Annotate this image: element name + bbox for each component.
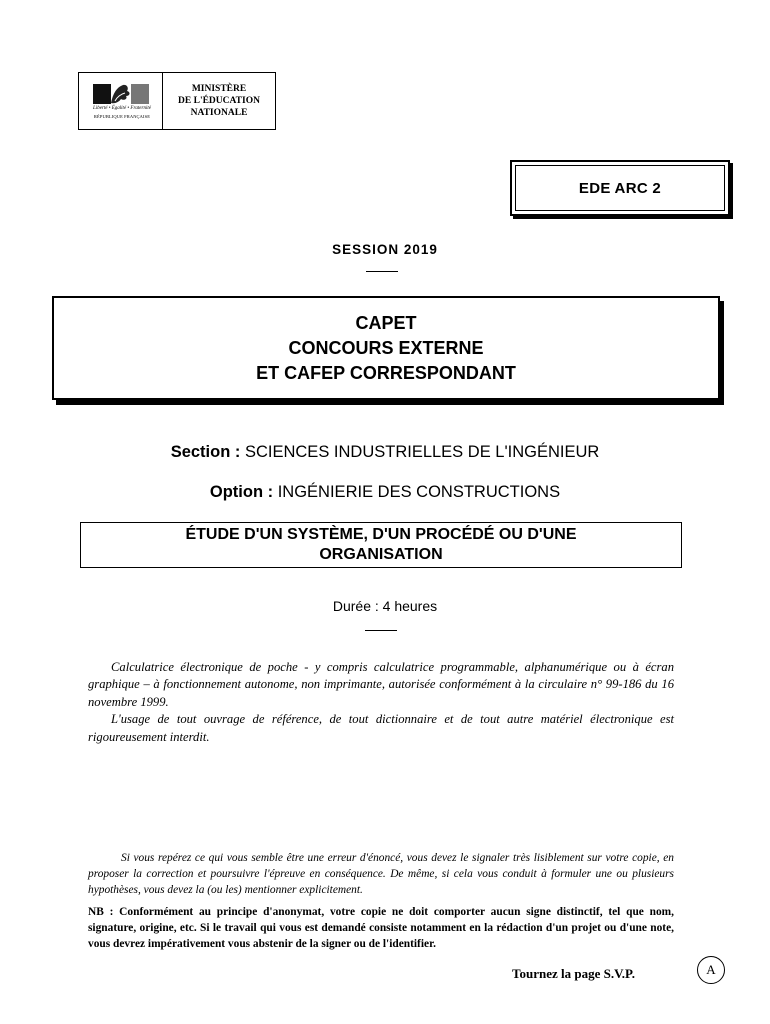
section-line xyxy=(0,443,770,462)
references-paragraph: L'usage de tout ouvrage de référence, de tout dictionnaire et de tout autre matériel électronique est rigoureusement interdit. xyxy=(88,712,674,744)
logo-republic: RÉPUBLIQUE FRANÇAISE xyxy=(93,114,151,119)
option-value: INGÉNIERIE DES CONSTRUCTIONS xyxy=(277,483,561,501)
section-value: SCIENCES INDUSTRIELLES DE L'INGÉNIEUR xyxy=(244,443,600,461)
exam-code: EDE ARC 2 xyxy=(578,179,662,197)
exam-title-box xyxy=(52,296,720,400)
error-instructions xyxy=(88,851,674,898)
etude-line-2: ORGANISATION xyxy=(319,546,443,563)
option-line xyxy=(0,483,770,502)
session-divider xyxy=(366,271,398,272)
ministry-line-3: NATIONALE xyxy=(190,108,248,118)
sheet-letter-badge: A xyxy=(697,956,725,984)
etude-box xyxy=(80,522,682,568)
etude-line-1: ÉTUDE D'UN SYSTÈME, D'UN PROCÉDÉ OU D'UNE xyxy=(185,526,577,543)
ministry-line-1: MINISTÈRE xyxy=(191,84,247,94)
exam-code-box xyxy=(510,160,730,216)
ministry-line-2: DE L'ÉDUCATION xyxy=(178,96,260,106)
exam-code-inner xyxy=(515,165,725,211)
ministry-header xyxy=(78,72,276,130)
exam-title-line-3: ET CAFEP CORRESPONDANT xyxy=(256,362,516,383)
section-label: Section : xyxy=(170,443,241,461)
duration: Durée : 4 heures xyxy=(332,598,438,614)
turn-page-note: Tournez la page S.V.P. xyxy=(512,966,636,981)
ministry-logo xyxy=(79,73,163,129)
anonymity-notice: NB : Conformément au principe d'anonymat, votre copie ne doit comporter aucun signe distinctif, tel que nom, signature, origine, etc. Si le travail qui vous est demandé consiste notamment en la rédaction d'un projet ou d'une note, vous devrez impérativement vous abstenir de la signer ou de l'identifier. xyxy=(88,906,674,950)
errors-paragraph: Si vous repérez ce qui vous semble être une erreur d'énoncé, vous devez le signaler très lisiblement sur votre copie, en proposer la correction et poursuivre l'épreuve en conséquence. De même, si cela vous conduit à formuler une ou plusieurs hypothèses, vous devez la (ou les) mentionner explicitement. xyxy=(88,852,674,896)
marianne-logo-icon xyxy=(91,81,151,107)
ministry-name xyxy=(163,73,275,129)
calculator-paragraph: Calculatrice électronique de poche - y compris calculatrice programmable, alphanumérique ou à écran graphique – à fonctionnement autonome, non imprimante, autorisée conformément à la circulaire n° 99-186 du 16 novembre 1999. xyxy=(88,660,674,709)
exam-title-line-2: CONCOURS EXTERNE xyxy=(288,337,484,358)
exam-title-line-1: CAPET xyxy=(355,312,417,333)
duration-divider xyxy=(365,630,397,631)
logo-motto: Liberté • Égalité • Fraternité xyxy=(93,106,151,111)
session-title: SESSION 2019 xyxy=(332,242,438,257)
calculator-instructions xyxy=(88,659,674,746)
option-label: Option : xyxy=(209,483,274,501)
